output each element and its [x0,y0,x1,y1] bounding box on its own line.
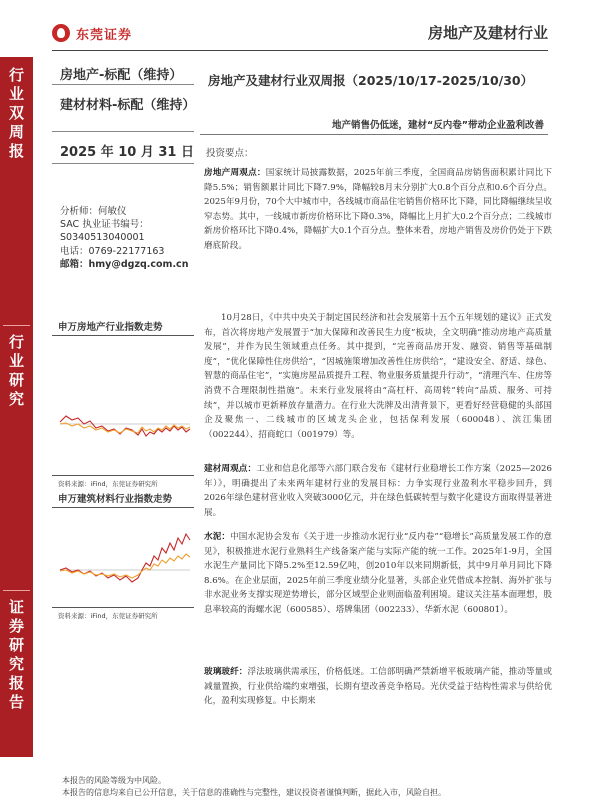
footer-disclaimer [62,775,446,799]
sidebar-char: 证 [8,598,24,616]
rating-divider [52,84,194,85]
header-divider [52,50,548,51]
chart-area [52,336,194,476]
logo-mark-icon [52,24,70,42]
investment-points-heading: 投资要点： [206,148,254,159]
index-chart-real-estate [52,318,194,488]
sidebar-label-biweekly [0,66,33,161]
industry-label: 房地产及建材行业 [427,24,548,42]
rating-real-estate: 房地产-标配（维持） [60,68,183,83]
sidebar-char: 周 [8,123,24,141]
sidebar-char: 行 [8,333,24,351]
sidebar-divider [3,590,30,591]
paragraph-policy [204,311,552,442]
sidebar-char: 行 [8,66,24,84]
paragraph-label: 玻璃玻纤： [204,667,248,677]
paragraph-cement [204,530,552,618]
paragraph-text: 国家统计局披露数据，2025年前三季度，全国商品房销售面积累计同比下降5.5%；销售额累计同比下降7.9%，降幅较8月末分别扩大0.8个百分点和0.6个百分点。2025年9月份，70个大中城市中，各线城市商品住宅销售价格环比下降，同比降幅继续呈收窄态势。其中，一线城市新房价格环比下降0.3%，降幅比上月扩大0.2个百分点；二线城市新房价格环比下降0.4%，降幅扩大0.1个百分点。整体来看，房地产销售及房价仍处于下跌磨底阶段。 [204,168,552,251]
analyst-sac-label: SAC 执业证书编号： [60,219,149,231]
risk-level-note: 本报告的风险等级为中风险。 [62,776,166,785]
sidebar-char: 券 [8,617,24,635]
paragraph-building-materials-view [204,462,552,520]
sidebar-divider [3,325,30,326]
paragraph-label: 房地产周观点： [204,168,266,178]
logo-text: 东莞证券 [76,27,133,43]
date-bottom-divider [52,163,194,164]
subtitle-divider [200,134,548,135]
sidebar-char: 业 [8,352,24,370]
chart-title: 申万房地产行业指数走势 [52,318,194,336]
sidebar-label-research [0,333,33,409]
rating-building-materials: 建材材料-标配（维持） [60,98,196,113]
sidebar-label-securities-report [0,598,33,712]
analyst-sac-number: S0340513040001 [60,232,145,244]
index-series-line-2 [60,554,190,578]
paragraph-glass-fiber [204,665,552,709]
sidebar-char: 业 [8,85,24,103]
index-line-chart [52,336,194,476]
paragraph-real-estate-view [204,166,552,254]
analyst-info [60,205,188,271]
paragraph-text: 中国水泥协会发布《关于进一步推动水泥行业“反内卷”“稳增长”高质量发展工作的意见》，积极推进水泥行业熟料生产线备案产能与实际产能的统一工作。2025年1-9月，全国水泥生产量同比下降5.2%至12.59亿吨，创2010年以来同期新低，其中9月单月同比下降8.6%。在企业层面，2025年前三季度业绩分化显著，头部企业凭借成本控制、海外扩张与非水泥业务支撑实现逆势增长，部分区域型企业则面临盈利困境。建议关注基本面理想，股息率较高的海螺水泥（600585）、塔牌集团（002233）、华新水泥（600801）。 [204,532,552,615]
paragraph-text: 工业和信息化部等六部门联合发布《建材行业稳增长工作方案（2025—2026年）》，明确提出了未来两年建材行业的发展目标：力争实现行业盈利水平稳步回升，到2026年绿色建材营业收入突破3000亿元，并在绿色低碳转型与数字化建设方面取得显著进展。 [204,464,552,518]
sidebar-char: 究 [8,390,24,408]
sidebar-char: 究 [8,655,24,673]
chart-title: 申万建筑材料行业指数走势 [52,490,194,508]
sidebar-char: 研 [8,636,24,654]
analyst-name: 分析师：何敏仪 [60,206,127,217]
index-series-line-2 [60,423,190,433]
chart-source: 资料来源：iFind，东莞证券研究所 [58,480,158,488]
sidebar-char: 告 [8,693,24,711]
chart-source: 资料来源：iFind，东莞证券研究所 [58,612,158,620]
paragraph-label: 水泥： [204,532,231,542]
index-line-chart [52,508,194,608]
analyst-email[interactable]: 邮箱：hmy@dgzq.com.cn [60,258,189,270]
report-date: 2025 年 10 月 31 日 [60,145,194,160]
index-chart-building-materials [52,490,194,620]
paragraph-label: 建材周观点： [204,464,257,474]
date-top-divider [52,131,194,132]
chart-area [52,508,194,608]
index-series-line-1 [60,416,190,436]
report-subtitle: 地产销售仍低迷，建材“反内卷”带动企业盈利改善 [332,120,544,131]
company-logo [52,22,132,44]
sidebar-char: 报 [8,142,24,160]
sidebar-char: 报 [8,674,24,692]
report-title: 房地产及建材行业双周报（2025/10/17-2025/10/30） [208,73,534,88]
sidebar-char: 双 [8,104,24,122]
info-disclaimer: 本报告的信息均来自已公开信息，关于信息的准确性与完整性，建议投资者谨慎判断，据此入市，风险自担。 [62,788,446,797]
paragraph-text: 浮法玻璃供需承压，价格低迷。工信部明确严禁新增平板玻璃产能，推动等量或减量置换，行业供给端约束增强，长期有望改善竞争格局。光伏受益于结构性需求与供给优化，盈利实现修复。中长期来 [204,667,552,707]
paragraph-text: 10月28日，《中共中央关于制定国民经济和社会发展第十五个五年规划的建议》正式发布，首次将房地产发展置于“加大保障和改善民生力度”板块，全文明确“推动房地产高质量发展”，并作为民生领域重点任务。其中提到，“完善商品房开发、融资、销售等基础制度”，“优化保障性住房供给”，“因城施策增加改善性住房供给”，“建设安全、舒适、绿色、智慧的商品住宅”，“实施房屋品质提升工程、物业服务质量提升行动”，“清理汽车、住房等消费不合理限制性措施”。未来行业发展将由“高杠杆、高周转”转向“品质、服务、可持续”，并以城市更新释放存量潜力。在行业大洗牌及出清背景下，更看好经营稳健的头部国企及聚焦一、二线城市的区域龙头企业，包括保利发展（600048）、滨江集团（002244）、招商蛇口（001979）等。 [204,313,552,440]
sidebar-char: 研 [8,371,24,389]
analyst-phone: 电话：0769-22177163 [60,245,165,257]
